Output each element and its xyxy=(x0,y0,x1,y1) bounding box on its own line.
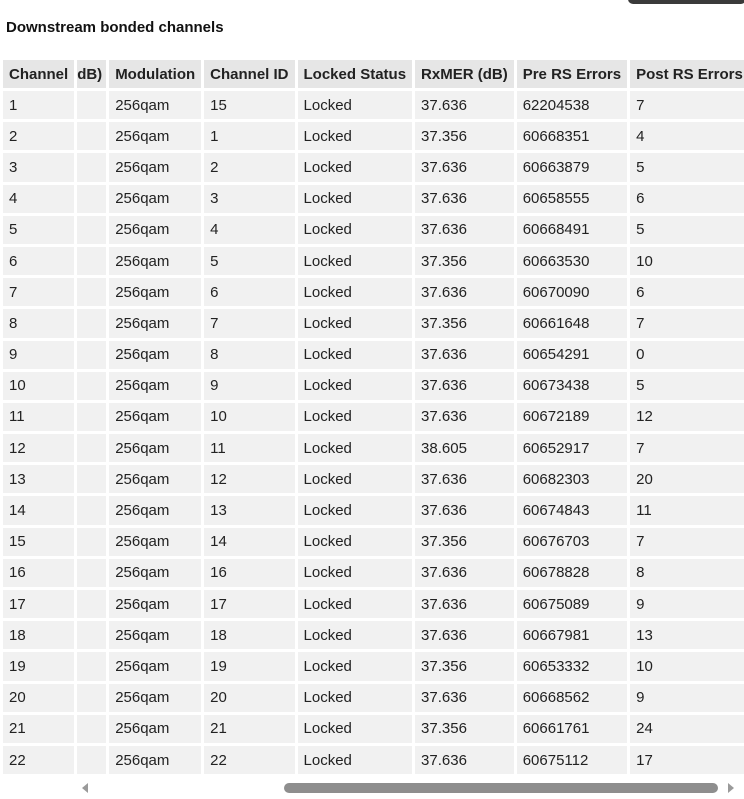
cell-rxmer: 37.636 xyxy=(415,465,514,493)
cell-post-rs-errors: 9 xyxy=(630,590,744,618)
cell-post-rs-errors: 20 xyxy=(630,465,744,493)
table-row xyxy=(3,91,744,119)
cell-modulation: 256qam xyxy=(109,372,201,400)
cell-rxmer: 37.636 xyxy=(415,559,514,587)
downstream-channels-table xyxy=(0,57,744,777)
table-row xyxy=(3,278,744,306)
table-row xyxy=(3,621,744,649)
cell-modulation: 256qam xyxy=(109,621,201,649)
cell-post-rs-errors: 0 xyxy=(630,341,744,369)
cell-pre-rs-errors: 60658555 xyxy=(517,185,627,213)
cell-power xyxy=(77,185,106,213)
cell-power xyxy=(77,496,106,524)
cell-rxmer: 37.636 xyxy=(415,91,514,119)
cell-post-rs-errors: 9 xyxy=(630,684,744,712)
scroll-left-arrow-icon[interactable] xyxy=(82,783,88,793)
cell-power xyxy=(77,652,106,680)
cell-rxmer: 37.356 xyxy=(415,309,514,337)
table-body xyxy=(3,91,744,774)
cell-pre-rs-errors: 60653332 xyxy=(517,652,627,680)
cell-channel-id: 9 xyxy=(204,372,294,400)
cell-power xyxy=(77,621,106,649)
cell-channel: 6 xyxy=(3,247,74,275)
header-pre-rs-errors: Pre RS Errors xyxy=(517,60,627,88)
cell-pre-rs-errors: 60682303 xyxy=(517,465,627,493)
cell-post-rs-errors: 7 xyxy=(630,528,744,556)
cell-power xyxy=(77,590,106,618)
cell-channel: 3 xyxy=(3,153,74,181)
cell-channel: 20 xyxy=(3,684,74,712)
cell-locked-status: Locked xyxy=(298,528,413,556)
cell-locked-status: Locked xyxy=(298,278,413,306)
cell-rxmer: 37.356 xyxy=(415,528,514,556)
cell-rxmer: 37.636 xyxy=(415,684,514,712)
cell-channel: 16 xyxy=(3,559,74,587)
cell-power xyxy=(77,278,106,306)
table-row xyxy=(3,465,744,493)
cell-rxmer: 37.636 xyxy=(415,185,514,213)
cell-modulation: 256qam xyxy=(109,309,201,337)
header-rxmer: RxMER (dB) xyxy=(415,60,514,88)
cell-post-rs-errors: 7 xyxy=(630,91,744,119)
cell-rxmer: 37.636 xyxy=(415,403,514,431)
cell-channel-id: 10 xyxy=(204,403,294,431)
cell-post-rs-errors: 17 xyxy=(630,746,744,774)
cell-channel-id: 3 xyxy=(204,185,294,213)
cell-locked-status: Locked xyxy=(298,216,413,244)
cell-locked-status: Locked xyxy=(298,652,413,680)
table-row xyxy=(3,247,744,275)
cell-pre-rs-errors: 60670090 xyxy=(517,278,627,306)
cell-post-rs-errors: 24 xyxy=(630,715,744,743)
cell-post-rs-errors: 6 xyxy=(630,185,744,213)
cell-locked-status: Locked xyxy=(298,185,413,213)
cell-power xyxy=(77,684,106,712)
cell-modulation: 256qam xyxy=(109,247,201,275)
cell-channel: 22 xyxy=(3,746,74,774)
cell-post-rs-errors: 10 xyxy=(630,652,744,680)
cell-rxmer: 37.636 xyxy=(415,496,514,524)
header-channel: Channel xyxy=(3,60,74,88)
cell-rxmer: 37.636 xyxy=(415,278,514,306)
cell-locked-status: Locked xyxy=(298,153,413,181)
table-row xyxy=(3,372,744,400)
cell-rxmer: 37.356 xyxy=(415,715,514,743)
downstream-table-container xyxy=(0,57,744,777)
table-row xyxy=(3,403,744,431)
header-channel-id: Channel ID xyxy=(204,60,294,88)
cell-power xyxy=(77,216,106,244)
cell-channel-id: 12 xyxy=(204,465,294,493)
cell-power xyxy=(77,341,106,369)
table-row xyxy=(3,434,744,462)
cell-pre-rs-errors: 60654291 xyxy=(517,341,627,369)
cell-channel-id: 5 xyxy=(204,247,294,275)
cell-locked-status: Locked xyxy=(298,372,413,400)
cell-rxmer: 37.636 xyxy=(415,746,514,774)
cell-channel-id: 8 xyxy=(204,341,294,369)
cell-post-rs-errors: 11 xyxy=(630,496,744,524)
table-header-row xyxy=(3,60,744,88)
cell-channel-id: 19 xyxy=(204,652,294,680)
cell-channel-id: 2 xyxy=(204,153,294,181)
table-row xyxy=(3,496,744,524)
table-row xyxy=(3,684,744,712)
cell-rxmer: 37.356 xyxy=(415,122,514,150)
cell-channel-id: 16 xyxy=(204,559,294,587)
cell-channel-id: 6 xyxy=(204,278,294,306)
cell-channel: 19 xyxy=(3,652,74,680)
cell-locked-status: Locked xyxy=(298,91,413,119)
cell-locked-status: Locked xyxy=(298,496,413,524)
cell-modulation: 256qam xyxy=(109,590,201,618)
cell-rxmer: 37.636 xyxy=(415,590,514,618)
cell-channel-id: 13 xyxy=(204,496,294,524)
cell-rxmer: 37.636 xyxy=(415,216,514,244)
cell-channel-id: 14 xyxy=(204,528,294,556)
header-modulation: Modulation xyxy=(109,60,201,88)
cell-pre-rs-errors: 60661648 xyxy=(517,309,627,337)
cell-post-rs-errors: 7 xyxy=(630,309,744,337)
table-row xyxy=(3,652,744,680)
cell-modulation: 256qam xyxy=(109,403,201,431)
cell-channel: 1 xyxy=(3,91,74,119)
cell-pre-rs-errors: 60678828 xyxy=(517,559,627,587)
cell-channel: 21 xyxy=(3,715,74,743)
cell-modulation: 256qam xyxy=(109,341,201,369)
cell-power xyxy=(77,91,106,119)
cell-modulation: 256qam xyxy=(109,185,201,213)
cell-modulation: 256qam xyxy=(109,684,201,712)
cell-rxmer: 37.636 xyxy=(415,621,514,649)
table-row xyxy=(3,153,744,181)
cell-power xyxy=(77,122,106,150)
cell-channel-id: 4 xyxy=(204,216,294,244)
cell-pre-rs-errors: 62204538 xyxy=(517,91,627,119)
cell-channel: 14 xyxy=(3,496,74,524)
cell-pre-rs-errors: 60672189 xyxy=(517,403,627,431)
cell-post-rs-errors: 4 xyxy=(630,122,744,150)
cell-modulation: 256qam xyxy=(109,652,201,680)
cell-channel: 5 xyxy=(3,216,74,244)
cell-pre-rs-errors: 60668351 xyxy=(517,122,627,150)
cell-locked-status: Locked xyxy=(298,309,413,337)
cell-modulation: 256qam xyxy=(109,278,201,306)
cell-power xyxy=(77,465,106,493)
cell-modulation: 256qam xyxy=(109,91,201,119)
cell-power xyxy=(77,247,106,275)
cell-channel: 17 xyxy=(3,590,74,618)
cell-channel: 18 xyxy=(3,621,74,649)
cell-modulation: 256qam xyxy=(109,715,201,743)
scrollbar-thumb[interactable] xyxy=(284,783,718,793)
cell-rxmer: 37.636 xyxy=(415,341,514,369)
cell-modulation: 256qam xyxy=(109,216,201,244)
cell-pre-rs-errors: 60668491 xyxy=(517,216,627,244)
cell-modulation: 256qam xyxy=(109,434,201,462)
cell-pre-rs-errors: 60675112 xyxy=(517,746,627,774)
cell-power xyxy=(77,559,106,587)
cell-locked-status: Locked xyxy=(298,590,413,618)
cell-locked-status: Locked xyxy=(298,746,413,774)
cell-post-rs-errors: 5 xyxy=(630,372,744,400)
cell-channel: 12 xyxy=(3,434,74,462)
top-edge-button[interactable] xyxy=(628,0,744,4)
header-locked-status: Locked Status xyxy=(298,60,413,88)
cell-channel: 13 xyxy=(3,465,74,493)
cell-modulation: 256qam xyxy=(109,528,201,556)
cell-locked-status: Locked xyxy=(298,715,413,743)
cell-post-rs-errors: 5 xyxy=(630,216,744,244)
cell-power xyxy=(77,746,106,774)
cell-post-rs-errors: 6 xyxy=(630,278,744,306)
cell-channel: 2 xyxy=(3,122,74,150)
cell-channel: 15 xyxy=(3,528,74,556)
cell-channel: 8 xyxy=(3,309,74,337)
cell-power xyxy=(77,309,106,337)
table-row xyxy=(3,122,744,150)
cell-post-rs-errors: 12 xyxy=(630,403,744,431)
table-row xyxy=(3,216,744,244)
cell-channel-id: 1 xyxy=(204,122,294,150)
cell-pre-rs-errors: 60663530 xyxy=(517,247,627,275)
cell-power xyxy=(77,715,106,743)
cell-channel-id: 11 xyxy=(204,434,294,462)
cell-modulation: 256qam xyxy=(109,559,201,587)
table-row xyxy=(3,309,744,337)
cell-channel-id: 20 xyxy=(204,684,294,712)
cell-post-rs-errors: 10 xyxy=(630,247,744,275)
cell-power xyxy=(77,528,106,556)
cell-channel-id: 22 xyxy=(204,746,294,774)
header-power-truncated: dB) xyxy=(77,60,106,88)
cell-channel-id: 17 xyxy=(204,590,294,618)
cell-rxmer: 38.605 xyxy=(415,434,514,462)
table-row xyxy=(3,590,744,618)
cell-channel-id: 21 xyxy=(204,715,294,743)
cell-post-rs-errors: 13 xyxy=(630,621,744,649)
cell-rxmer: 37.356 xyxy=(415,652,514,680)
cell-channel: 7 xyxy=(3,278,74,306)
cell-channel: 11 xyxy=(3,403,74,431)
cell-locked-status: Locked xyxy=(298,465,413,493)
table-row xyxy=(3,559,744,587)
cell-channel-id: 18 xyxy=(204,621,294,649)
cell-post-rs-errors: 8 xyxy=(630,559,744,587)
section-title: Downstream bonded channels xyxy=(6,19,224,36)
cell-pre-rs-errors: 60668562 xyxy=(517,684,627,712)
cell-pre-rs-errors: 60661761 xyxy=(517,715,627,743)
cell-power xyxy=(77,403,106,431)
table-row xyxy=(3,341,744,369)
cell-pre-rs-errors: 60667981 xyxy=(517,621,627,649)
cell-locked-status: Locked xyxy=(298,559,413,587)
cell-locked-status: Locked xyxy=(298,122,413,150)
horizontal-scrollbar[interactable] xyxy=(78,780,740,796)
cell-locked-status: Locked xyxy=(298,621,413,649)
cell-modulation: 256qam xyxy=(109,465,201,493)
cell-channel: 10 xyxy=(3,372,74,400)
cell-locked-status: Locked xyxy=(298,434,413,462)
cell-post-rs-errors: 7 xyxy=(630,434,744,462)
cell-locked-status: Locked xyxy=(298,403,413,431)
cell-modulation: 256qam xyxy=(109,746,201,774)
cell-pre-rs-errors: 60676703 xyxy=(517,528,627,556)
cell-rxmer: 37.636 xyxy=(415,153,514,181)
cell-pre-rs-errors: 60675089 xyxy=(517,590,627,618)
cell-channel: 4 xyxy=(3,185,74,213)
table-row xyxy=(3,185,744,213)
cell-post-rs-errors: 5 xyxy=(630,153,744,181)
table-row xyxy=(3,528,744,556)
cell-channel-id: 7 xyxy=(204,309,294,337)
cell-rxmer: 37.356 xyxy=(415,247,514,275)
cell-power xyxy=(77,372,106,400)
cell-pre-rs-errors: 60663879 xyxy=(517,153,627,181)
cell-rxmer: 37.636 xyxy=(415,372,514,400)
cell-channel-id: 15 xyxy=(204,91,294,119)
cell-pre-rs-errors: 60674843 xyxy=(517,496,627,524)
table-row xyxy=(3,746,744,774)
cell-locked-status: Locked xyxy=(298,341,413,369)
table-row xyxy=(3,715,744,743)
cell-locked-status: Locked xyxy=(298,247,413,275)
cell-locked-status: Locked xyxy=(298,684,413,712)
cell-pre-rs-errors: 60652917 xyxy=(517,434,627,462)
cell-modulation: 256qam xyxy=(109,496,201,524)
cell-modulation: 256qam xyxy=(109,122,201,150)
scroll-right-arrow-icon[interactable] xyxy=(728,783,734,793)
cell-modulation: 256qam xyxy=(109,153,201,181)
cell-channel: 9 xyxy=(3,341,74,369)
cell-power xyxy=(77,153,106,181)
cell-power xyxy=(77,434,106,462)
header-post-rs-errors: Post RS Errors xyxy=(630,60,744,88)
cell-pre-rs-errors: 60673438 xyxy=(517,372,627,400)
